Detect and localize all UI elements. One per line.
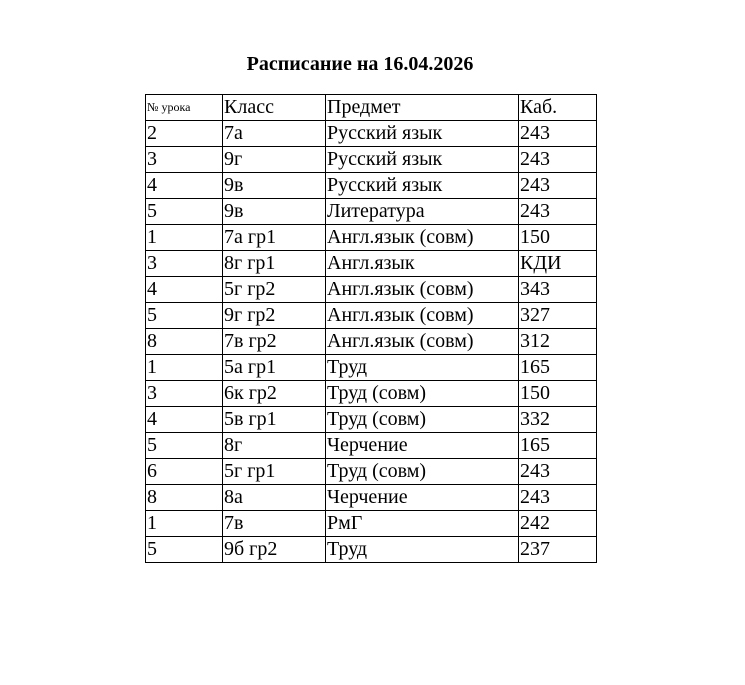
schedule-table [145,94,597,563]
cell-subject: Англ.язык (совм) [326,303,519,329]
cell-lesson-number: 6 [146,459,223,485]
table-row [146,537,597,563]
table-row [146,225,597,251]
cell-lesson-number: 1 [146,225,223,251]
cell-lesson-number: 5 [146,433,223,459]
cell-subject: Труд [326,537,519,563]
cell-lesson-number: 8 [146,485,223,511]
cell-subject: Труд (совм) [326,407,519,433]
cell-class: 9г гр2 [223,303,326,329]
cell-lesson-number: 1 [146,511,223,537]
cell-lesson-number: 8 [146,329,223,355]
cell-class: 5г гр1 [223,459,326,485]
cell-room: 243 [519,199,597,225]
table-row [146,433,597,459]
table-header-row [146,95,597,121]
table-row [146,329,597,355]
cell-room: 327 [519,303,597,329]
header-class: Класс [223,95,326,121]
table-row [146,381,597,407]
table-row [146,407,597,433]
cell-room: 165 [519,433,597,459]
cell-lesson-number: 4 [146,407,223,433]
cell-class: 5в гр1 [223,407,326,433]
table-row [146,355,597,381]
table-row [146,251,597,277]
cell-room: 237 [519,537,597,563]
cell-subject: Англ.язык (совм) [326,329,519,355]
cell-class: 7а гр1 [223,225,326,251]
header-lesson-number: № урока [146,95,223,121]
cell-subject: Труд (совм) [326,381,519,407]
cell-class: 7а [223,121,326,147]
cell-lesson-number: 5 [146,303,223,329]
cell-lesson-number: 5 [146,199,223,225]
cell-class: 5а гр1 [223,355,326,381]
table-body [146,121,597,563]
cell-class: 9в [223,199,326,225]
page-title: Расписание на 16.04.2026 [246,53,474,75]
cell-class: 8а [223,485,326,511]
cell-room: 150 [519,381,597,407]
cell-class: 8г гр1 [223,251,326,277]
cell-subject: Литература [326,199,519,225]
cell-room: 242 [519,511,597,537]
table-row [146,199,597,225]
cell-room: 332 [519,407,597,433]
cell-lesson-number: 3 [146,147,223,173]
cell-lesson-number: 3 [146,381,223,407]
table-row [146,147,597,173]
cell-class: 5г гр2 [223,277,326,303]
cell-subject: РмГ [326,511,519,537]
cell-room: 243 [519,147,597,173]
cell-subject: Труд (совм) [326,459,519,485]
cell-room: 243 [519,485,597,511]
cell-subject: Англ.язык [326,251,519,277]
cell-lesson-number: 5 [146,537,223,563]
cell-room: 243 [519,459,597,485]
cell-room: 243 [519,173,597,199]
cell-class: 6к гр2 [223,381,326,407]
header-subject: Предмет [326,95,519,121]
cell-room: 312 [519,329,597,355]
table-row [146,277,597,303]
cell-class: 7в гр2 [223,329,326,355]
cell-subject: Черчение [326,433,519,459]
cell-lesson-number: 4 [146,277,223,303]
cell-lesson-number: 3 [146,251,223,277]
cell-room: 150 [519,225,597,251]
cell-room: 243 [519,121,597,147]
cell-lesson-number: 4 [146,173,223,199]
cell-subject: Русский язык [326,121,519,147]
cell-room: 165 [519,355,597,381]
cell-class: 7в [223,511,326,537]
cell-room: 343 [519,277,597,303]
cell-class: 9в [223,173,326,199]
cell-subject: Черчение [326,485,519,511]
table-row [146,459,597,485]
cell-subject: Русский язык [326,173,519,199]
cell-room: КДИ [519,251,597,277]
cell-class: 9б гр2 [223,537,326,563]
cell-subject: Англ.язык (совм) [326,225,519,251]
table-row [146,485,597,511]
cell-lesson-number: 1 [146,355,223,381]
cell-lesson-number: 2 [146,121,223,147]
cell-subject: Русский язык [326,147,519,173]
cell-class: 9г [223,147,326,173]
cell-class: 8г [223,433,326,459]
cell-subject: Труд [326,355,519,381]
table-row [146,173,597,199]
table-row [146,303,597,329]
table-row [146,121,597,147]
cell-subject: Англ.язык (совм) [326,277,519,303]
header-room: Каб. [519,95,597,121]
table-row [146,511,597,537]
